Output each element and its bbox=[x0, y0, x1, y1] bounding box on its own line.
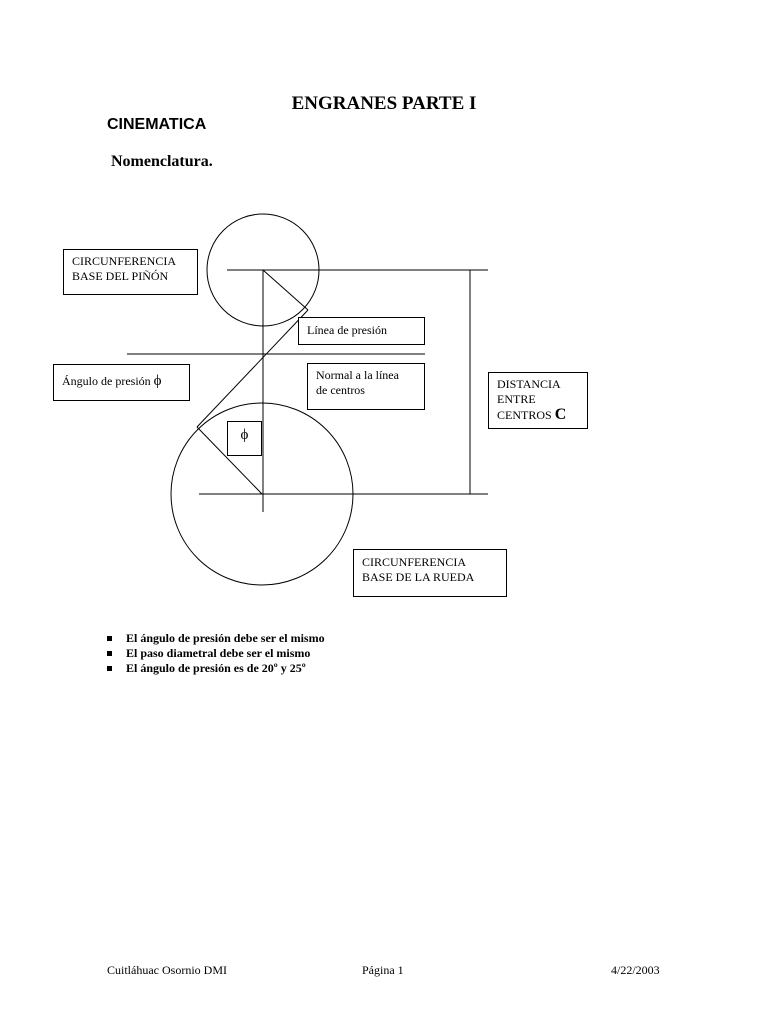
label-wheel-base-line-1: CIRCUNFERENCIA bbox=[362, 555, 467, 569]
label-pinion-base-circle bbox=[63, 249, 198, 295]
label-distance-line-1: DISTANCIA bbox=[497, 377, 561, 391]
label-pressure-angle bbox=[53, 364, 190, 401]
footer-author: Cuitláhuac Osornio DMI bbox=[107, 963, 227, 977]
label-pinion-base-line-1: CIRCUNFERENCIA bbox=[72, 254, 177, 268]
phi-symbol: ϕ bbox=[153, 373, 162, 389]
footer-date: 4/22/2003 bbox=[611, 963, 660, 977]
label-distance-line-3: CENTROS bbox=[497, 408, 552, 422]
page-title: ENGRANES PARTE I bbox=[291, 93, 477, 114]
list-item bbox=[107, 661, 325, 676]
bullet-square-icon bbox=[107, 636, 112, 641]
label-pressure-line bbox=[298, 317, 425, 345]
list-item-text: El ángulo de presión debe ser el mismo bbox=[126, 631, 325, 645]
pressure-angle-marker bbox=[227, 421, 262, 456]
pressure-line bbox=[197, 310, 308, 427]
list-item bbox=[107, 646, 325, 661]
pinion-radius bbox=[263, 270, 308, 310]
list-item bbox=[107, 631, 325, 646]
label-pressure-line-text: Línea de presión bbox=[307, 323, 387, 337]
list-item-text: El ángulo de presión es de 20º y 25º bbox=[126, 661, 306, 675]
label-normal-line-1: Normal a la línea bbox=[316, 368, 399, 382]
bullet-square-icon bbox=[107, 666, 112, 671]
label-normal-line-2: de centros bbox=[316, 383, 365, 397]
label-pinion-base-line-2: BASE DEL PIÑÓN bbox=[72, 269, 169, 283]
label-distance-line-2: ENTRE bbox=[497, 392, 536, 406]
label-distance-c: C bbox=[554, 406, 567, 423]
section-heading: CINEMATICA bbox=[107, 116, 207, 133]
label-wheel-base-circle bbox=[353, 549, 507, 597]
bullet-square-icon bbox=[107, 651, 112, 656]
label-normal-line bbox=[307, 363, 425, 410]
requirements-list bbox=[107, 631, 325, 676]
subsection-heading: Nomenclatura. bbox=[111, 153, 213, 170]
label-center-distance bbox=[488, 372, 588, 429]
footer-page-number: Página 1 bbox=[362, 963, 404, 977]
label-wheel-base-line-2: BASE DE LA RUEDA bbox=[362, 570, 475, 584]
label-pressure-angle-text: Ángulo de presión bbox=[62, 374, 151, 388]
list-item-text: El paso diametral debe ser el mismo bbox=[126, 646, 311, 660]
angle-phi-symbol: ϕ bbox=[240, 427, 249, 443]
